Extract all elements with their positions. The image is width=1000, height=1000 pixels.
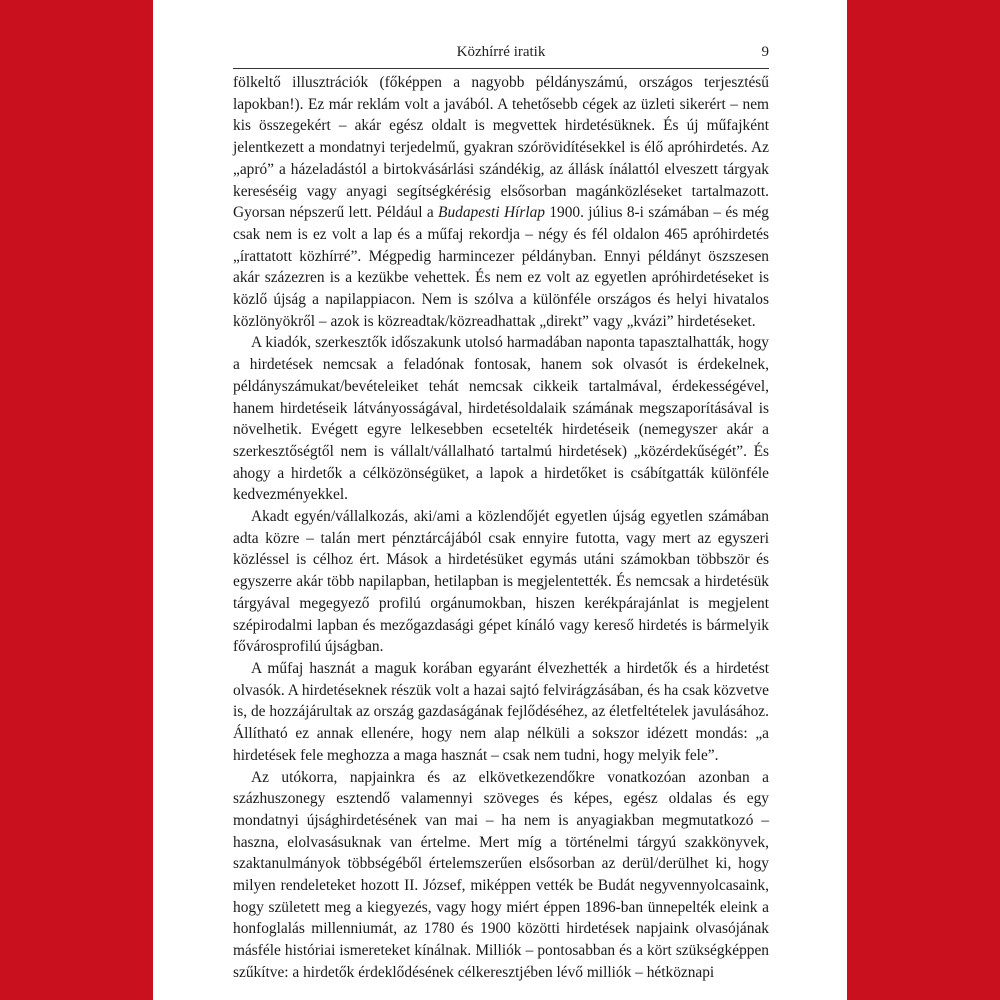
paragraph-1-before: fölkeltő illusztrációk (főképpen a nagyobb példányszámú, országos terjesztésű lapokban!). Ez már reklám volt a javából. A tehetősebb cégek az üzleti sikerért – nem kis összegekért – akár egész oldalt is megvettek hirdetésüknek. És új műfajként jelentkezett a mondatnyi terjedelmű, gyakran szórövidítésekkel is élő apróhirdetés. Az „apró” a házeladástól a birtokvásárlási szándékig, az állásk ínálattól elveszett tárgyak kereséséig vagy anyagi segítségkérésig elsősorban magánközléseket tartalmazott. Gyorsan népszerű lett. Például a [233, 74, 769, 222]
paragraph-1-after: 1900. július 8-i számában – és még csak nem is ez volt a lap és a műfaj rekordja – négy és fél oldalon 465 apróhirdetés „írattatott közhírré”. Mégpedig harmincezer példányban. Ennyi példányt öszszesen akár százezren is a kezükbe vehettek. És nem ez volt az egyetlen apróhirdetéseket is közlő újság a napilappiacon. Nem is szólva a különféle országos és helyi hivatalos közlönyökről – azok is közreadtak/közreadhattak „direkt” vagy „kvázi” hirdetéseket. [233, 204, 769, 330]
paragraph-1 [233, 72, 769, 332]
running-title: Közhírré iratik [456, 44, 546, 60]
paragraph-2: A kiadók, szerkesztők időszakunk utolsó harmadában naponta tapasztalhatták, hogy a hirdetések nemcsak a feladónak fontosak, hanem sok olvasót is érdekelnek, példányszámukat/bevételeiket tehát nemcsak cikkeik tartalmával, érdekességével, hanem hirdetéseik látványosságával, hirdetésoldalaik számának megszaporításával is növelhetik. Evégett egyre lelkesebben ecsetelték hirdetéseik (nemegyszer akár a szerkesztőségtől nem is vállalt/vállalható tartalmú hirdetések) „közérdekűségét”. És ahogy a hirdetők a célközönségüket, a lapok a hirdetőket is csábítgatták különféle kedvezményekkel. [233, 334, 769, 504]
newspaper-title: Budapesti Hírlap [438, 204, 545, 222]
page-number: 9 [761, 44, 769, 60]
paragraph-4: A műfaj hasznát a maguk korában egyaránt élvezhették a hirdetők és a hirdetést olvasók. A hirdetéseknek részük volt a hazai sajtó felvirágzásában, és ha csak közvetve is, de hozzájárultak az ország gazdaságának fejlődéséhez, az életfeltételek javulásához. Állítható ez annak ellenére, hogy nem alap nélküli a sokszor idézett mondás: „a hirdetések fele meghozza a maga hasznát – csak nem tudni, hogy melyik fele”. [233, 659, 769, 764]
body-text [233, 72, 769, 984]
header-rule [233, 68, 769, 69]
paragraph-5: Az utókorra, napjainkra és az elkövetkezendőkre vonatkozóan azonban a százhuszonegy esztendő valamennyi szöveges és képes, egész oldalas és egy mondatnyi újsághirdetésének van mai – ha nem is anyagiakban megmutatkozó – haszna, elolvasásuknak van értelme. Mert míg a történelmi tárgyú szakkönyvek, szaktanulmányok többségéből értelemszerűen elsősorban az derül/derülhet ki, hogy milyen rendeleteket hozott II. József, miképpen vették be Budát negyvennyolcasaink, hogy született meg a kiegyezés, vagy hogy miért éppen 1896-ban ünnepelték eleink a honfoglalás millenniumát, az 1780 és 1900 közötti hirdetések napjaink olvasójának másféle históriai ismereteket kínálnak. Milliók – pontosabban és a kört szükségképpen szűkítve: a hirdetők érdeklődésének célkeresztjében lévő milliók – hétköznapi [233, 768, 769, 981]
paragraph-3: Akadt egyén/vállalkozás, aki/ami a közlendőjét egyetlen újság egyetlen számában adta közre – talán mert pénztárcájából csak ennyire futotta, vagy mert az egyszeri közléssel is célhoz ért. Mások a hirdetésüket egymás utáni számokban többször és egyszerre akár több napilapban, hetilapban is megjelentették. És nemcsak a hirdetésük tárgyával megegyező profilú orgánumokban, hiszen kerékpárajánlat is megjelent szépirodalmi lapban és mezőgazdasági gépet kínáló vagy kereső hirdetés is bármelyik fővárosprofilú újságban. [233, 508, 769, 656]
book-page [153, 0, 847, 1000]
